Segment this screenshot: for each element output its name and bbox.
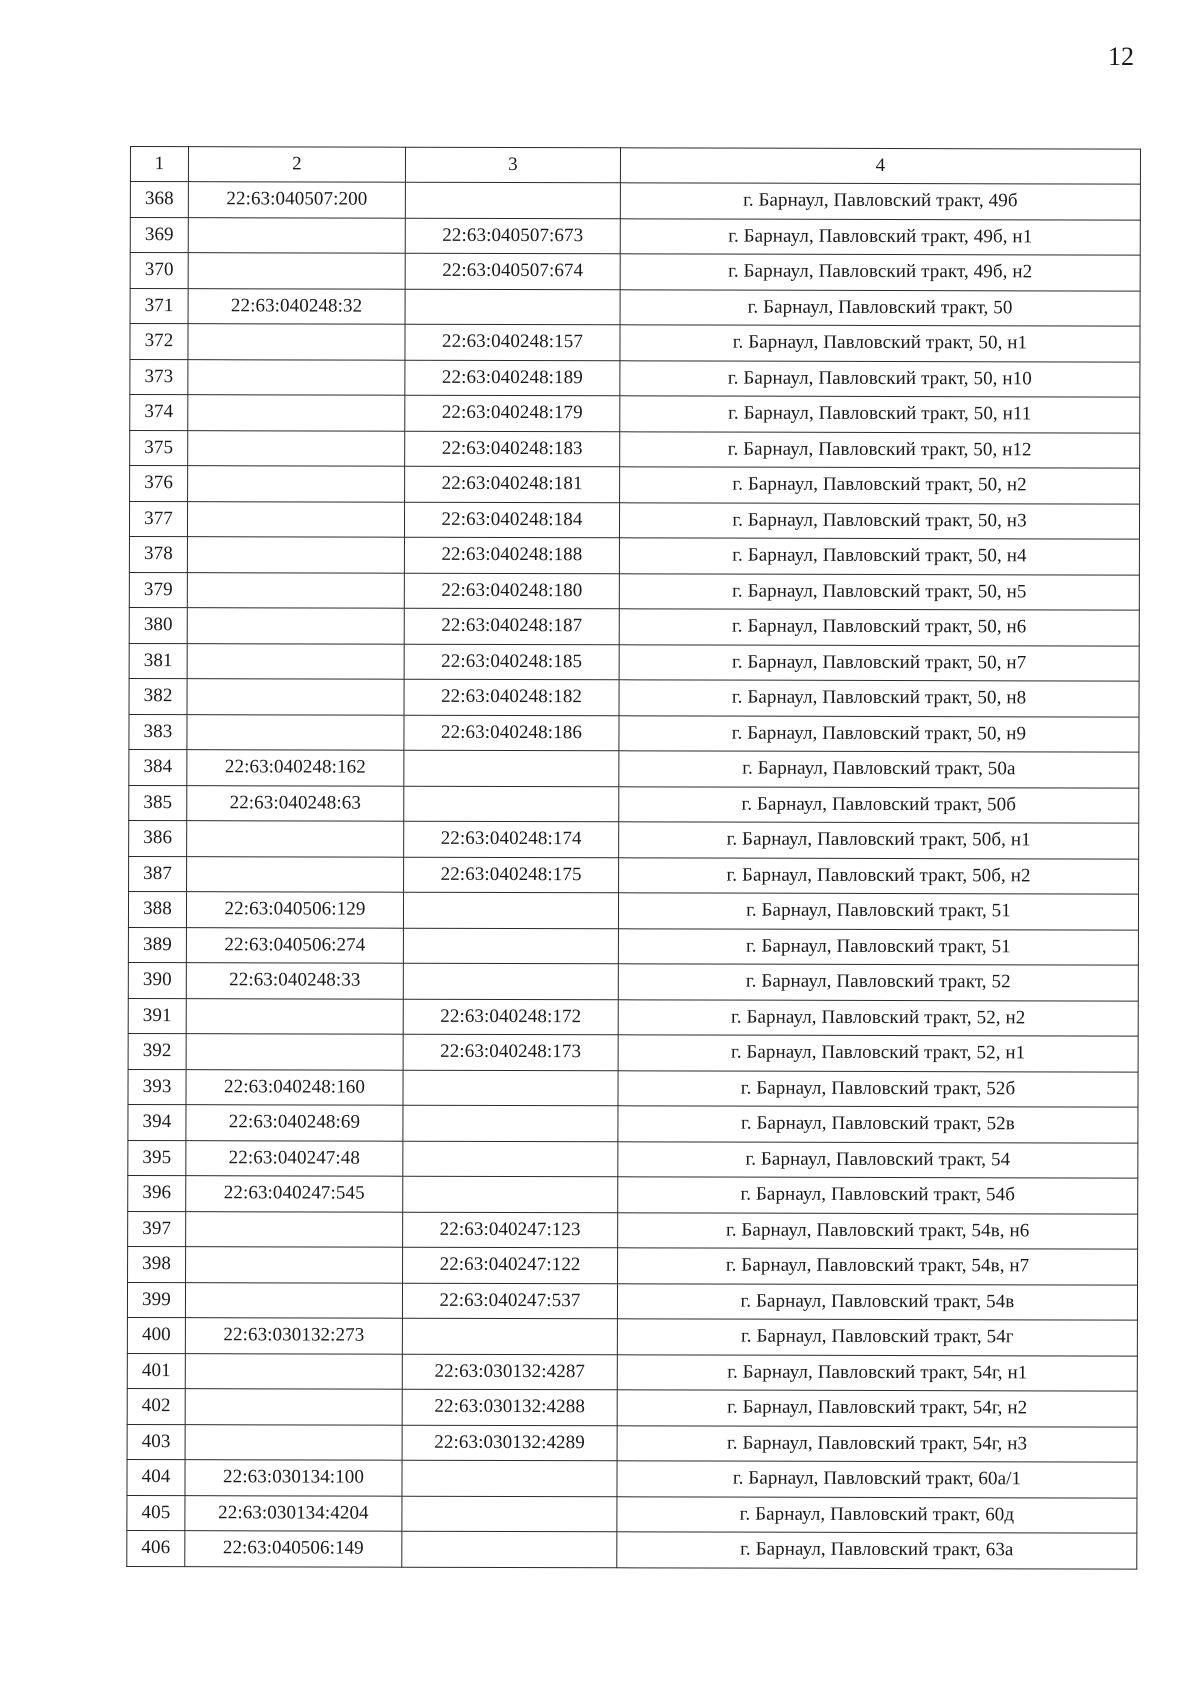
cell-address: г. Барнаул, Павловский тракт, 50, н3 <box>619 502 1139 539</box>
cell-building-cadastral: 22:63:040248:188 <box>404 537 619 573</box>
cell-address: г. Барнаул, Павловский тракт, 52в <box>618 1106 1138 1143</box>
cell-land-cadastral: 22:63:040248:33 <box>186 963 403 999</box>
cell-building-cadastral: 22:63:040247:123 <box>403 1212 618 1248</box>
cell-building-cadastral: 22:63:040247:122 <box>403 1247 618 1283</box>
cell-number: 380 <box>129 607 187 643</box>
cell-building-cadastral <box>402 1318 617 1354</box>
cell-address: г. Барнаул, Павловский тракт, 50, н2 <box>620 467 1140 504</box>
cell-address: г. Барнаул, Павловский тракт, 63а <box>617 1532 1137 1569</box>
cell-land-cadastral: 22:63:040506:274 <box>186 927 403 963</box>
cell-building-cadastral <box>402 1496 617 1532</box>
cell-address: г. Барнаул, Павловский тракт, 60а/1 <box>617 1461 1137 1498</box>
table-row <box>129 607 1139 645</box>
table-row <box>129 856 1139 894</box>
cell-building-cadastral: 22:63:040248:183 <box>405 431 620 467</box>
cell-number: 389 <box>128 927 186 963</box>
cell-land-cadastral <box>187 679 404 715</box>
table-row <box>128 998 1138 1036</box>
cell-land-cadastral <box>187 714 404 750</box>
cell-land-cadastral <box>188 395 405 431</box>
table-row <box>129 714 1139 752</box>
cell-number: 392 <box>128 1033 186 1069</box>
cell-number: 382 <box>129 678 187 714</box>
cell-land-cadastral <box>187 501 404 537</box>
table-row <box>127 1282 1137 1320</box>
cell-number: 394 <box>128 1104 186 1140</box>
table-row <box>129 572 1139 610</box>
table-row <box>127 1530 1137 1568</box>
cell-building-cadastral: 22:63:040248:189 <box>405 360 620 396</box>
cell-number: 395 <box>128 1140 186 1176</box>
cell-land-cadastral: 22:63:040506:149 <box>185 1531 402 1567</box>
page-number: 12 <box>1108 42 1134 71</box>
cell-land-cadastral <box>187 608 404 644</box>
cell-building-cadastral: 22:63:040248:184 <box>404 502 619 538</box>
cell-land-cadastral <box>187 856 404 892</box>
cell-land-cadastral <box>188 324 405 360</box>
cell-building-cadastral <box>404 750 619 786</box>
table-body <box>127 182 1141 1569</box>
cell-land-cadastral <box>188 430 405 466</box>
cell-building-cadastral: 22:63:030132:4287 <box>402 1354 617 1390</box>
cell-address: г. Барнаул, Павловский тракт, 54г <box>617 1319 1137 1356</box>
table-row <box>127 1459 1137 1497</box>
cell-land-cadastral: 22:63:040248:32 <box>188 288 405 324</box>
cell-address: г. Барнаул, Павловский тракт, 50, н11 <box>620 396 1140 433</box>
cell-address: г. Барнаул, Павловский тракт, 49б, н1 <box>620 218 1140 255</box>
cell-address: г. Барнаул, Павловский тракт, 50, н12 <box>620 431 1140 468</box>
table-row <box>130 182 1140 220</box>
cell-number: 386 <box>129 820 187 856</box>
cell-number: 405 <box>127 1495 185 1531</box>
cell-address: г. Барнаул, Павловский тракт, 51 <box>618 893 1138 930</box>
header-cell-building-cadastral: 3 <box>405 147 620 183</box>
cell-land-cadastral <box>188 466 405 502</box>
table-row <box>129 820 1139 858</box>
table-row <box>128 1069 1138 1107</box>
cell-land-cadastral <box>187 643 404 679</box>
cell-building-cadastral: 22:63:040248:172 <box>403 999 618 1035</box>
table-row <box>128 1211 1138 1249</box>
cell-address: г. Барнаул, Павловский тракт, 50б, н2 <box>619 857 1139 894</box>
cell-land-cadastral <box>188 253 405 289</box>
cell-address: г. Барнаул, Павловский тракт, 50 <box>620 289 1140 326</box>
table-row <box>130 359 1140 397</box>
cell-number: 402 <box>127 1388 185 1424</box>
cell-number: 390 <box>128 962 186 998</box>
table-row <box>130 395 1140 433</box>
cell-building-cadastral: 22:63:040247:537 <box>402 1283 617 1319</box>
cell-land-cadastral <box>185 1424 402 1460</box>
cell-address: г. Барнаул, Павловский тракт, 54 <box>618 1141 1138 1178</box>
cell-land-cadastral <box>185 1353 402 1389</box>
cell-address: г. Барнаул, Павловский тракт, 52б <box>618 1070 1138 1107</box>
cell-building-cadastral <box>405 182 620 218</box>
cell-address: г. Барнаул, Павловский тракт, 54г, н3 <box>617 1425 1137 1462</box>
cell-land-cadastral: 22:63:040507:200 <box>188 182 405 218</box>
cell-building-cadastral: 22:63:040248:157 <box>405 324 620 360</box>
cell-address: г. Барнаул, Павловский тракт, 50, н1 <box>620 325 1140 362</box>
header-cell-number: 1 <box>130 147 188 182</box>
cell-building-cadastral: 22:63:040248:179 <box>405 395 620 431</box>
cell-land-cadastral: 22:63:040247:545 <box>186 1176 403 1212</box>
cell-address: г. Барнаул, Павловский тракт, 50, н8 <box>619 680 1139 717</box>
cell-building-cadastral: 22:63:040248:180 <box>404 573 619 609</box>
cell-address: г. Барнаул, Павловский тракт, 54в <box>617 1283 1137 1320</box>
table-row <box>128 962 1138 1000</box>
table-row <box>130 288 1140 326</box>
table-row <box>127 1317 1137 1355</box>
cell-address: г. Барнаул, Павловский тракт, 49б, н2 <box>620 254 1140 291</box>
register-table-container <box>126 146 1140 1569</box>
cell-land-cadastral: 22:63:040506:129 <box>186 892 403 928</box>
cell-number: 384 <box>129 749 187 785</box>
cell-number: 397 <box>128 1211 186 1247</box>
cell-land-cadastral: 22:63:030134:4204 <box>185 1495 402 1531</box>
cell-building-cadastral <box>403 1105 618 1141</box>
cell-land-cadastral <box>186 998 403 1034</box>
cell-building-cadastral <box>403 892 618 928</box>
header-row <box>130 147 1140 185</box>
cell-number: 369 <box>130 217 188 253</box>
cell-land-cadastral <box>186 1247 403 1283</box>
cell-address: г. Барнаул, Павловский тракт, 52, н2 <box>618 999 1138 1036</box>
cell-address: г. Барнаул, Павловский тракт, 50б <box>619 786 1139 823</box>
cell-building-cadastral <box>403 1141 618 1177</box>
cell-building-cadastral: 22:63:040248:181 <box>405 466 620 502</box>
cell-number: 387 <box>129 856 187 892</box>
cell-address: г. Барнаул, Павловский тракт, 54в, н6 <box>618 1212 1138 1249</box>
cell-number: 368 <box>130 182 188 218</box>
table-row <box>128 1175 1138 1213</box>
cell-building-cadastral: 22:63:040248:174 <box>404 821 619 857</box>
cell-building-cadastral: 22:63:040248:186 <box>404 715 619 751</box>
table-row <box>130 430 1140 468</box>
table-row <box>127 1424 1137 1462</box>
cell-number: 404 <box>127 1459 185 1495</box>
table-row <box>127 1353 1137 1391</box>
cell-building-cadastral <box>403 928 618 964</box>
cell-land-cadastral: 22:63:040247:48 <box>186 1140 403 1176</box>
cell-number: 379 <box>129 572 187 608</box>
cell-number: 396 <box>128 1175 186 1211</box>
cell-building-cadastral: 22:63:030132:4288 <box>402 1389 617 1425</box>
cell-land-cadastral <box>186 1034 403 1070</box>
cell-land-cadastral <box>186 1211 403 1247</box>
cell-number: 388 <box>128 891 186 927</box>
cell-building-cadastral: 22:63:040248:182 <box>404 679 619 715</box>
table-row <box>129 643 1139 681</box>
cell-address: г. Барнаул, Павловский тракт, 50, н10 <box>620 360 1140 397</box>
cell-address: г. Барнаул, Павловский тракт, 54г, н1 <box>617 1354 1137 1391</box>
cell-number: 383 <box>129 714 187 750</box>
cell-land-cadastral <box>187 537 404 573</box>
cell-building-cadastral: 22:63:040248:187 <box>404 608 619 644</box>
cell-land-cadastral <box>187 572 404 608</box>
cell-address: г. Барнаул, Павловский тракт, 50, н5 <box>619 573 1139 610</box>
header-cell-land-cadastral: 2 <box>188 147 405 183</box>
cell-land-cadastral <box>185 1389 402 1425</box>
cell-address: г. Барнаул, Павловский тракт, 54в, н7 <box>618 1248 1138 1285</box>
cell-land-cadastral <box>188 217 405 253</box>
cell-address: г. Барнаул, Павловский тракт, 54б <box>618 1177 1138 1214</box>
cell-address: г. Барнаул, Павловский тракт, 51 <box>618 928 1138 965</box>
cell-address: г. Барнаул, Павловский тракт, 50, н4 <box>619 538 1139 575</box>
cell-number: 377 <box>129 501 187 537</box>
cell-number: 406 <box>127 1530 185 1566</box>
cell-building-cadastral <box>402 1531 617 1567</box>
cell-number: 372 <box>130 324 188 360</box>
cell-number: 375 <box>130 430 188 466</box>
cell-address: г. Барнаул, Павловский тракт, 50, н7 <box>619 644 1139 681</box>
cell-address: г. Барнаул, Павловский тракт, 50а <box>619 751 1139 788</box>
cell-building-cadastral: 22:63:030132:4289 <box>402 1425 617 1461</box>
table-row <box>128 1246 1138 1284</box>
cell-number: 376 <box>130 466 188 502</box>
cell-address: г. Барнаул, Павловский тракт, 50б, н1 <box>619 822 1139 859</box>
cell-building-cadastral: 22:63:040248:173 <box>403 1034 618 1070</box>
table-row <box>128 1140 1138 1178</box>
table-row <box>130 466 1140 504</box>
register-table <box>126 146 1141 1569</box>
table-row <box>128 891 1138 929</box>
cell-number: 398 <box>128 1246 186 1282</box>
cell-number: 391 <box>128 998 186 1034</box>
table-row <box>129 785 1139 823</box>
cell-address: г. Барнаул, Павловский тракт, 52, н1 <box>618 1035 1138 1072</box>
cell-building-cadastral <box>402 1460 617 1496</box>
cell-number: 373 <box>130 359 188 395</box>
cell-building-cadastral <box>405 289 620 325</box>
cell-land-cadastral: 22:63:040248:162 <box>187 750 404 786</box>
cell-land-cadastral: 22:63:040248:69 <box>186 1105 403 1141</box>
table-header <box>130 147 1140 185</box>
cell-building-cadastral: 22:63:040248:185 <box>404 644 619 680</box>
cell-address: г. Барнаул, Павловский тракт, 49б <box>620 183 1140 220</box>
cell-number: 374 <box>130 395 188 431</box>
cell-number: 399 <box>127 1282 185 1318</box>
cell-building-cadastral: 22:63:040507:673 <box>405 218 620 254</box>
cell-land-cadastral: 22:63:030134:100 <box>185 1460 402 1496</box>
cell-number: 401 <box>127 1353 185 1389</box>
header-cell-address: 4 <box>620 148 1140 184</box>
cell-building-cadastral <box>403 963 618 999</box>
table-row <box>129 501 1139 539</box>
cell-land-cadastral: 22:63:040248:160 <box>186 1069 403 1105</box>
table-row <box>128 1033 1138 1071</box>
table-row <box>128 927 1138 965</box>
cell-address: г. Барнаул, Павловский тракт, 50, н6 <box>619 609 1139 646</box>
cell-building-cadastral <box>403 1070 618 1106</box>
cell-address: г. Барнаул, Павловский тракт, 60д <box>617 1496 1137 1533</box>
cell-address: г. Барнаул, Павловский тракт, 54г, н2 <box>617 1390 1137 1427</box>
cell-land-cadastral: 22:63:040248:63 <box>187 785 404 821</box>
cell-building-cadastral: 22:63:040248:175 <box>404 857 619 893</box>
cell-number: 370 <box>130 253 188 289</box>
cell-number: 385 <box>129 785 187 821</box>
table-row <box>128 1104 1138 1142</box>
cell-number: 403 <box>127 1424 185 1460</box>
cell-building-cadastral: 22:63:040507:674 <box>405 253 620 289</box>
table-row <box>130 324 1140 362</box>
cell-land-cadastral: 22:63:030132:273 <box>185 1318 402 1354</box>
cell-land-cadastral <box>188 359 405 395</box>
table-row <box>129 537 1139 575</box>
table-row <box>129 749 1139 787</box>
cell-land-cadastral <box>187 821 404 857</box>
cell-building-cadastral <box>404 786 619 822</box>
table-row <box>129 678 1139 716</box>
cell-number: 400 <box>127 1317 185 1353</box>
cell-number: 378 <box>129 537 187 573</box>
cell-number: 393 <box>128 1069 186 1105</box>
cell-number: 381 <box>129 643 187 679</box>
cell-address: г. Барнаул, Павловский тракт, 52 <box>618 964 1138 1001</box>
table-row <box>127 1388 1137 1426</box>
table-row <box>127 1495 1137 1533</box>
cell-number: 371 <box>130 288 188 324</box>
cell-land-cadastral <box>185 1282 402 1318</box>
table-row <box>130 217 1140 255</box>
table-row <box>130 253 1140 291</box>
cell-address: г. Барнаул, Павловский тракт, 50, н9 <box>619 715 1139 752</box>
cell-building-cadastral <box>403 1176 618 1212</box>
